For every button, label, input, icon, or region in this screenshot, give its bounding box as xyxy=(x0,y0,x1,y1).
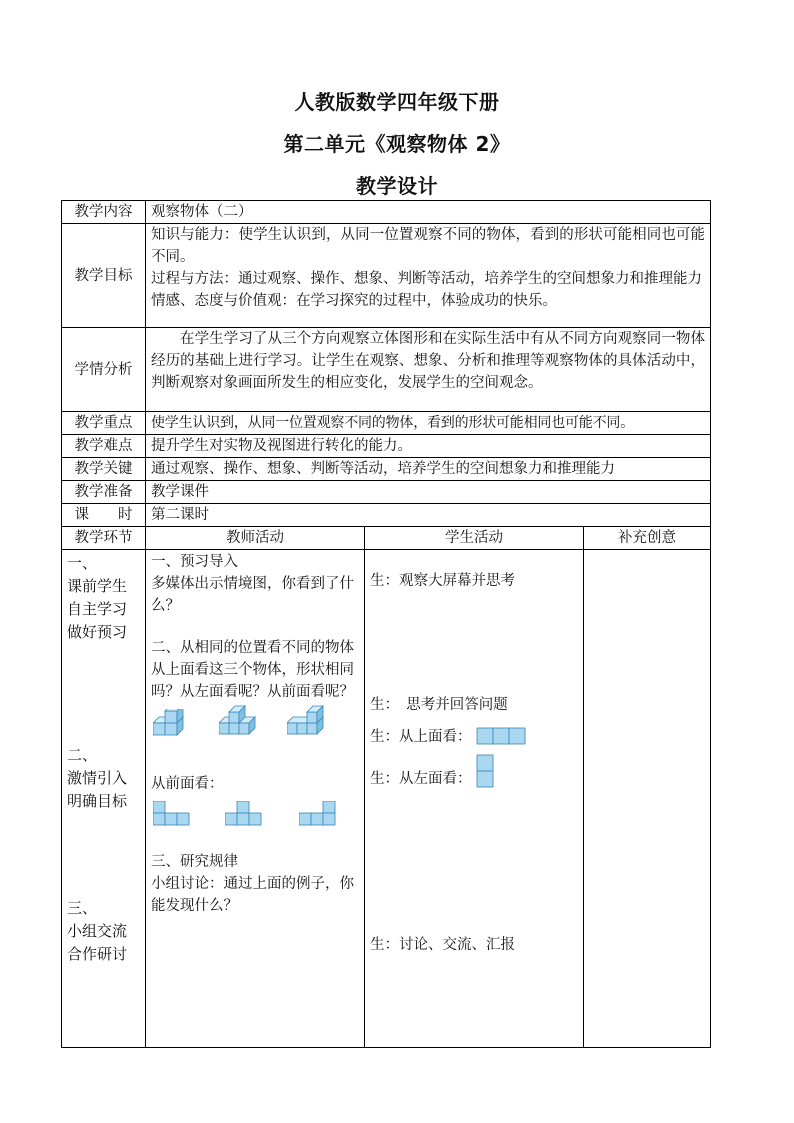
row-difficulty xyxy=(62,435,711,458)
extra-cell xyxy=(584,550,711,1048)
step-1-line: 做好预习 xyxy=(67,623,128,641)
solid-3-image xyxy=(287,703,327,741)
row-value: 教学课件 xyxy=(146,481,711,504)
student-cell xyxy=(365,550,584,1048)
row-value: 观察物体（二） xyxy=(146,201,711,224)
goals-cell xyxy=(146,224,711,328)
front-view-1-image xyxy=(153,801,191,827)
doc-subtitle: 教学设计 xyxy=(356,174,438,198)
teacher-p2-text: 从上面看这三个物体，形状相同吗？从左面看呢？从前面看呢？ xyxy=(151,662,354,700)
solids-figure xyxy=(151,703,359,773)
student-a5: 生：讨论、交流、汇报 xyxy=(370,937,515,953)
goal-knowledge: 知识与能力：使学生认识到，从同一位置观察不同的物体，看到的形状可能相同也可能不同。 xyxy=(151,227,705,265)
front-view-2-image xyxy=(225,801,263,827)
student-a1: 生：观察大屏幕并思考 xyxy=(370,573,515,589)
row-label: 教学关键 xyxy=(62,458,146,481)
step-1-num: 一、 xyxy=(67,554,98,572)
row-prep xyxy=(62,481,711,504)
lesson-plan-table xyxy=(61,200,711,1048)
solid-1-image xyxy=(153,709,191,741)
left-view-image xyxy=(476,754,496,790)
row-analysis xyxy=(62,328,711,412)
row-label: 教学内容 xyxy=(62,201,146,224)
step-3-line: 合作研讨 xyxy=(67,945,128,963)
col-header-extra: 补充创意 xyxy=(584,527,711,550)
step-1-line: 课前学生 xyxy=(67,577,128,595)
col-header-step: 教学环节 xyxy=(62,527,146,550)
step-2-num: 二、 xyxy=(67,746,98,764)
column-header-row xyxy=(62,527,711,550)
row-label: 教学目标 xyxy=(62,224,146,328)
front-view-label: 从前面看： xyxy=(151,776,224,792)
top-view-image xyxy=(476,727,528,747)
col-header-student: 学生活动 xyxy=(365,527,584,550)
step-2-line: 激情引入 xyxy=(67,769,128,787)
doc-title: 人教版数学四年级下册 xyxy=(294,90,500,114)
col-header-teacher: 教师活动 xyxy=(146,527,365,550)
step-2-line: 明确目标 xyxy=(67,792,128,810)
teacher-cell xyxy=(146,550,365,1048)
teacher-p1-text: 多媒体出示情境图，你看到了什么？ xyxy=(151,576,354,614)
goal-process: 过程与方法：通过观察、操作、想象、判断等活动，培养学生的空间想象力和推理能力 xyxy=(151,271,702,287)
row-label: 教学难点 xyxy=(62,435,146,458)
teacher-p1-title: 一、预习导入 xyxy=(151,554,238,570)
student-a4: 生：从左面看： xyxy=(370,771,472,787)
student-a2: 生： 思考并回答问题 xyxy=(370,697,508,713)
teacher-p3-text: 小组讨论：通过上面的例子，你能发现什么？ xyxy=(151,876,354,914)
row-value: 第二课时 xyxy=(146,504,711,527)
teacher-p3-title: 三、研究规律 xyxy=(151,854,238,870)
teacher-p2-title: 二、从相同的位置看不同的物体 xyxy=(151,640,354,656)
row-label: 课 时 xyxy=(62,504,146,527)
front-views-figure xyxy=(151,795,359,841)
row-value: 通过观察、操作、想象、判断等活动，培养学生的空间想象力和推理能力 xyxy=(146,458,711,481)
steps-cell xyxy=(62,550,146,1048)
step-3-line: 小组交流 xyxy=(67,922,128,940)
goal-attitude: 情感、态度与价值观：在学习探究的过程中，体验成功的快乐。 xyxy=(151,293,557,309)
row-period xyxy=(62,504,711,527)
row-label: 教学准备 xyxy=(62,481,146,504)
student-a3-line xyxy=(370,726,578,748)
unit-title: 第二单元《观察物体 2》 xyxy=(283,132,511,156)
student-a3: 生：从上面看： xyxy=(370,729,472,745)
row-value: 提升学生对实物及视图进行转化的能力。 xyxy=(146,435,711,458)
front-view-3-image xyxy=(299,801,337,827)
step-1-line: 自主学习 xyxy=(67,600,128,618)
student-a4-line xyxy=(370,754,578,790)
step-3-num: 三、 xyxy=(67,899,98,917)
solid-2-image xyxy=(219,703,259,741)
row-key xyxy=(62,458,711,481)
row-content xyxy=(62,201,711,224)
row-key-point xyxy=(62,412,711,435)
row-value: 使学生认识到，从同一位置观察不同的物体，看到的形状可能相同也可能不同。 xyxy=(146,412,711,435)
row-label: 学情分析 xyxy=(62,328,146,412)
row-goals xyxy=(62,224,711,328)
row-label: 教学重点 xyxy=(62,412,146,435)
analysis-text: 在学生学习了从三个方向观察立体图形和在实际生活中有从不同方向观察同一物体经历的基础上进行学习。让学生在观察、想象、分析和推理等观察物体的具体活动中，判断观察对象画面所发生的相应变化，发展学生的空间观念。 xyxy=(146,328,711,412)
activity-row xyxy=(62,550,711,1048)
